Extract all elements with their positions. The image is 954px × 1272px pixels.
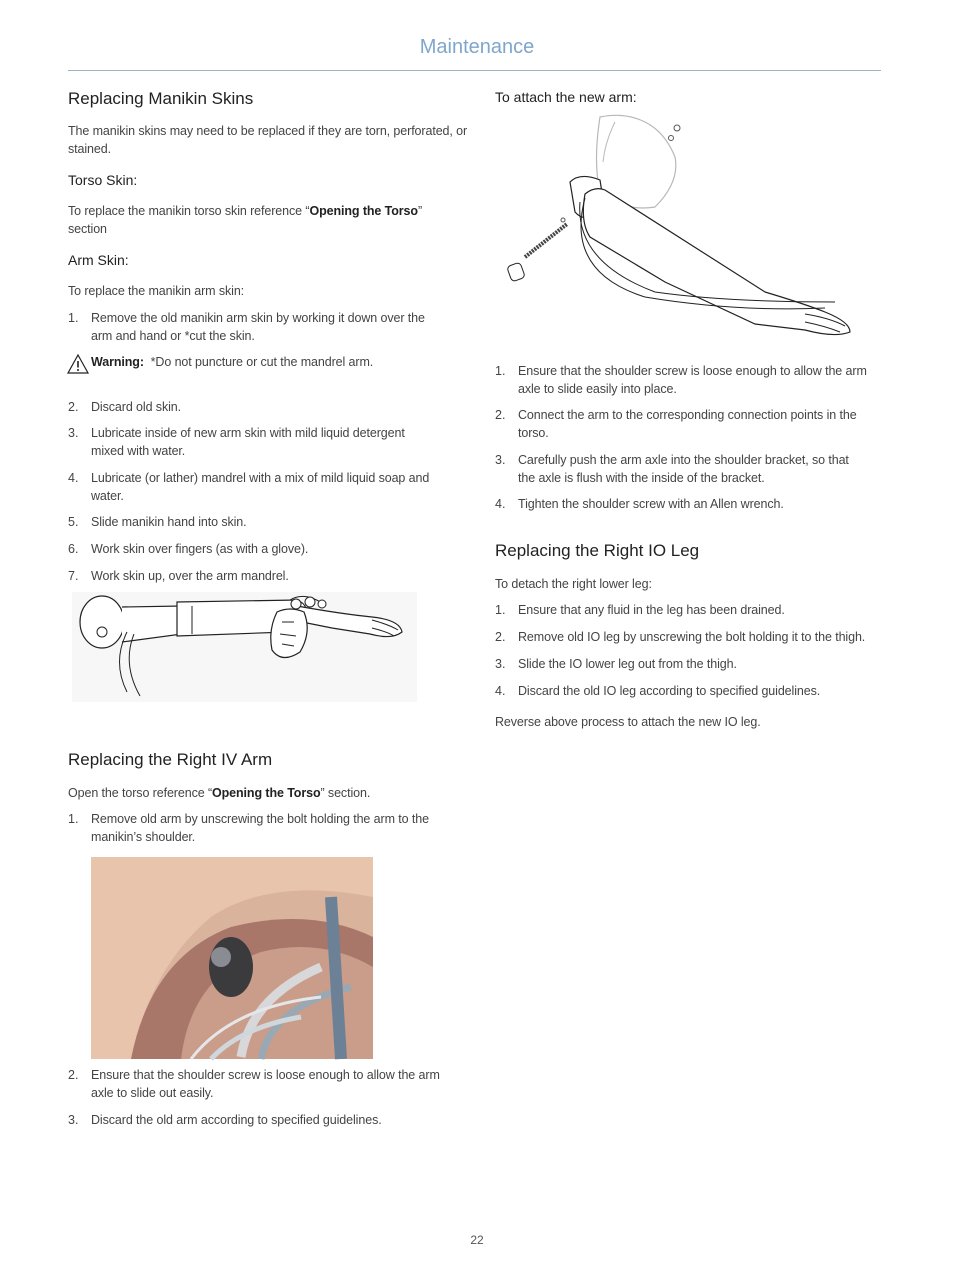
warning-label: Warning:: [91, 355, 144, 369]
iv-intro-text: Open the torso reference “Opening the Torso” section.: [68, 786, 371, 800]
page-number: 22: [470, 1233, 484, 1247]
io-step-text: Discard the old IO leg according to specified guidelines.: [518, 684, 821, 698]
io-step-number: 1.: [495, 603, 506, 617]
torso-reference-bold: Opening the Torso: [309, 204, 418, 218]
io-step-text: Remove old IO leg by unscrewing the bolt holding it to the thigh.: [518, 630, 866, 644]
io-step-text: Ensure that any fluid in the leg has been drained.: [518, 603, 785, 617]
section-heading-replacing-skins: Replacing Manikin Skins: [68, 89, 254, 108]
arm-step-text: Lubricate inside of new arm skin with mild liquid detergent mixed with water.: [91, 426, 405, 458]
io-step-number: 4.: [495, 684, 506, 698]
attach-step-number: 1.: [495, 364, 506, 378]
new-arm-illustration: [505, 112, 865, 344]
warning-triangle-icon: [67, 354, 89, 374]
arm-step-number: 7.: [68, 569, 79, 583]
arm-step-number: 3.: [68, 426, 79, 440]
arm-step-text: Remove the old manikin arm skin by working it down over the arm and hand or *cut the skin.: [91, 311, 425, 343]
iv-step-number: 3.: [68, 1113, 79, 1127]
arm-step-number: 5.: [68, 515, 79, 529]
arm-step-number: 1.: [68, 311, 79, 325]
page-title: Maintenance: [419, 36, 535, 58]
io-step-text: Slide the IO lower leg out from the thigh.: [518, 657, 737, 671]
iv-step-text: Ensure that the shoulder screw is loose enough to allow the arm axle to slide out easily.: [91, 1068, 440, 1100]
arm-skin-illustration: [72, 592, 417, 702]
shoulder-bolt-photo: [91, 857, 373, 1059]
header-divider: [68, 70, 881, 71]
arm-step-text: Work skin up, over the arm mandrel.: [91, 569, 289, 583]
skins-intro-text: The manikin skins may need to be replaced if they are torn, perforated, or stained.: [68, 124, 468, 156]
iv-step-number: 2.: [68, 1068, 79, 1082]
iv-step-text: Discard the old arm according to specified guidelines.: [91, 1113, 382, 1127]
arm-step-text: Lubricate (or lather) mandrel with a mix of mild liquid soap and water.: [91, 471, 430, 503]
arm-step-number: 2.: [68, 400, 79, 414]
arm-step-number: 6.: [68, 542, 79, 556]
attach-step-text: Ensure that the shoulder screw is loose enough to allow the arm axle to slide easily into place.: [518, 364, 867, 396]
arm-step-number: 4.: [68, 471, 79, 485]
arm-step-text: Slide manikin hand into skin.: [91, 515, 247, 529]
arm-step-text: Discard old skin.: [91, 400, 181, 414]
io-intro-text: To detach the right lower leg:: [495, 577, 652, 591]
attach-step-number: 4.: [495, 497, 506, 511]
attach-step-text: Tighten the shoulder screw with an Allen wrench.: [518, 497, 784, 511]
attach-step-number: 3.: [495, 453, 506, 467]
attach-arm-heading: To attach the new arm:: [495, 89, 637, 105]
torso-skin-heading: Torso Skin:: [68, 172, 138, 188]
iv-step-text: Remove old arm by unscrewing the bolt holding the arm to the manikin’s shoulder.: [91, 812, 429, 844]
iv-reference-bold: Opening the Torso: [212, 786, 321, 800]
arm-skin-intro: To replace the manikin arm skin:: [68, 284, 245, 298]
arm-skin-heading: Arm Skin:: [68, 252, 129, 268]
torso-skin-text: To replace the manikin torso skin reference “Opening the Torso” section: [68, 204, 423, 236]
attach-step-number: 2.: [495, 408, 506, 422]
attach-step-text: Carefully push the arm axle into the shoulder bracket, so that the axle is flush with the inside of the bracket.: [518, 453, 849, 485]
arm-step-text: Work skin over fingers (as with a glove).: [91, 542, 309, 556]
section-heading-replacing-iv-arm: Replacing the Right IV Arm: [68, 750, 273, 769]
io-step-number: 2.: [495, 630, 506, 644]
io-step-number: 3.: [495, 657, 506, 671]
warning-note: Warning: *Do not puncture or cut the mandrel arm.: [91, 355, 374, 369]
section-heading-replacing-io-leg: Replacing the Right IO Leg: [495, 541, 700, 560]
iv-step-number: 1.: [68, 812, 79, 826]
attach-step-text: Connect the arm to the corresponding connection points in the torso.: [518, 408, 857, 440]
io-outro-text: Reverse above process to attach the new IO leg.: [495, 715, 761, 729]
